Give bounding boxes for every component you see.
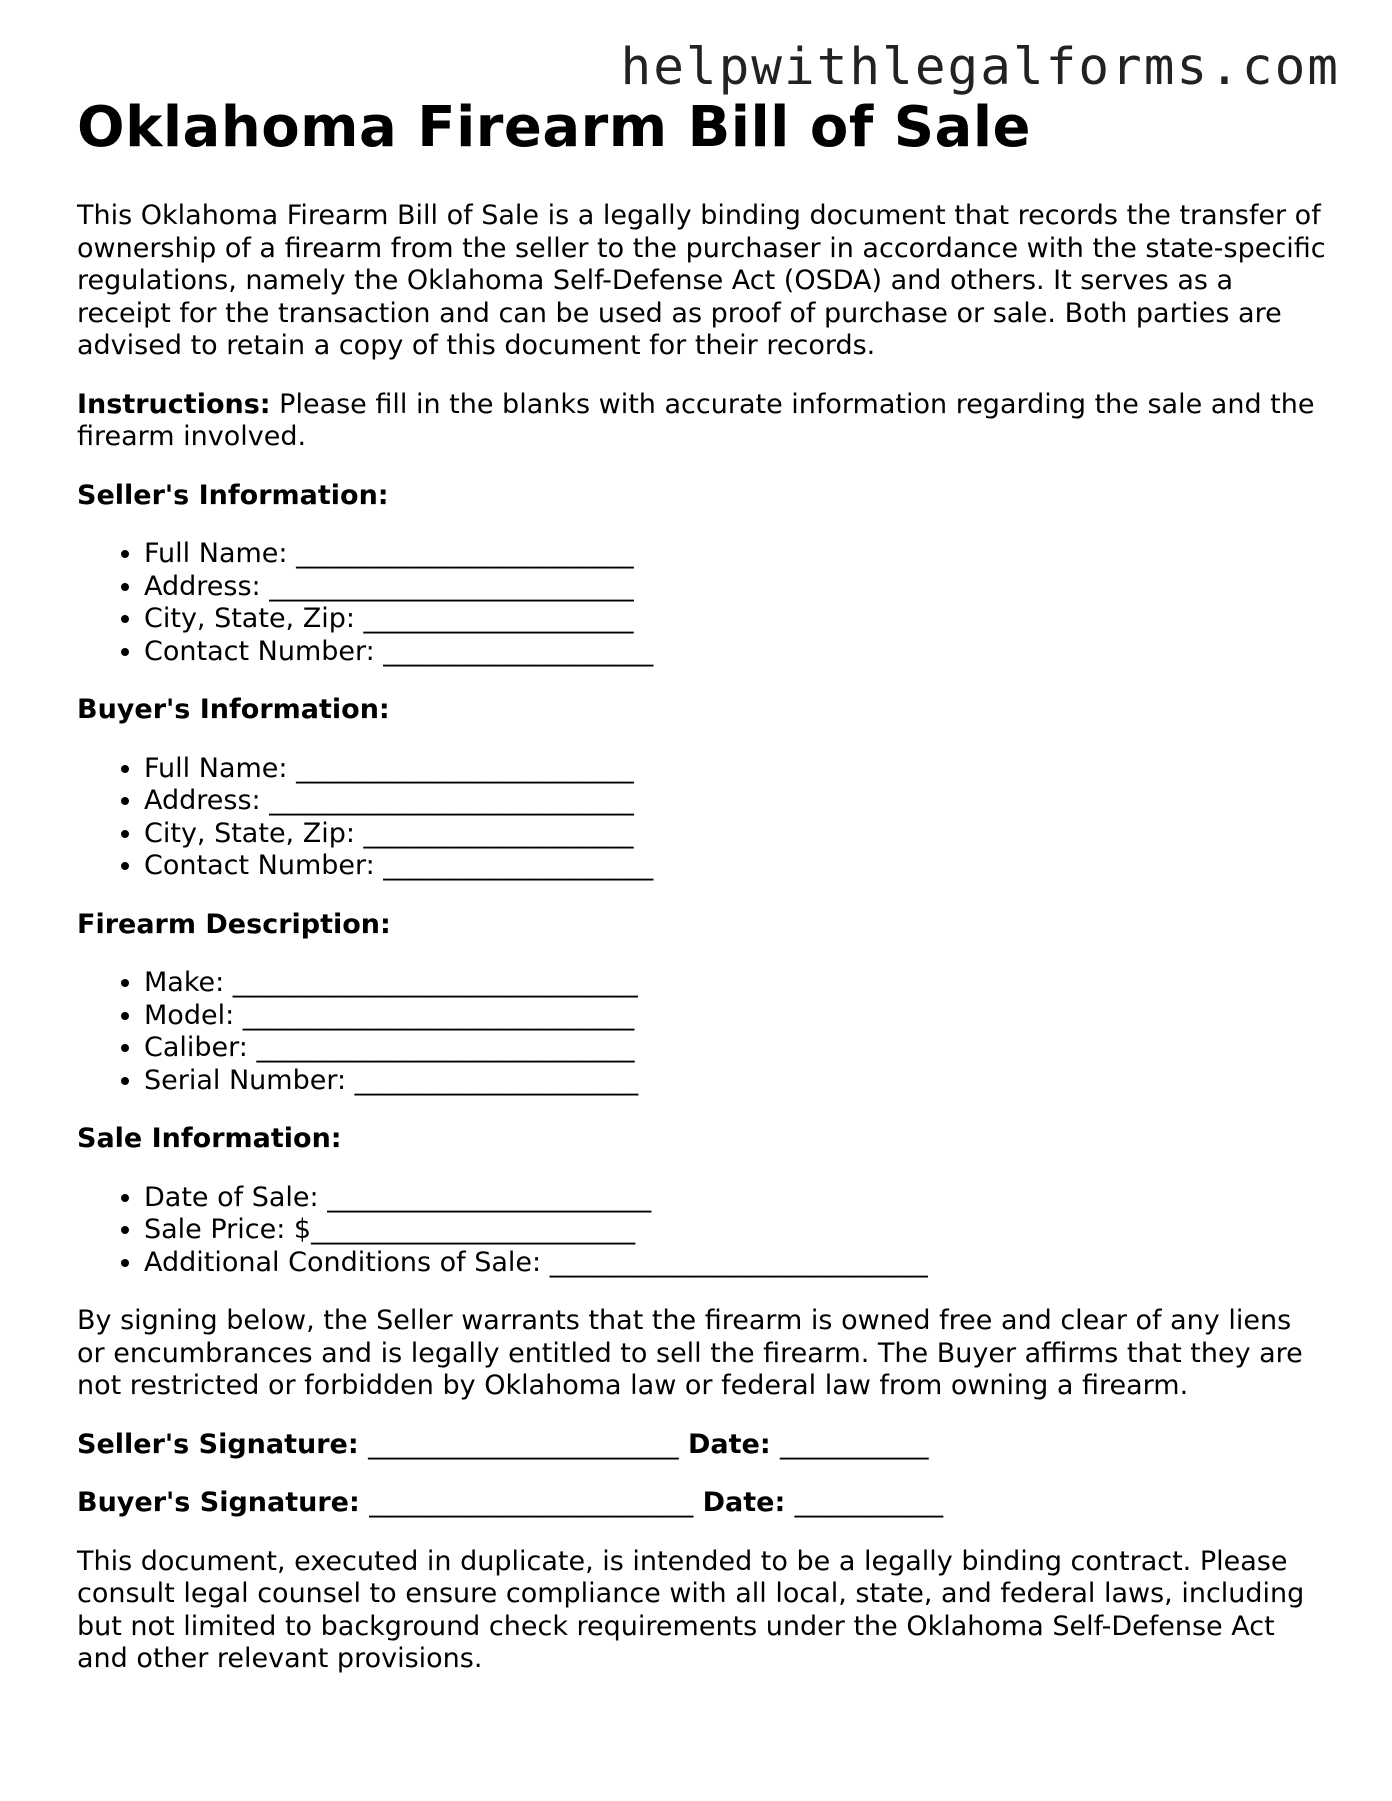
seller-date-field[interactable]: ___________ bbox=[780, 1428, 929, 1460]
buyer-city-state-zip-field[interactable]: • City, State, Zip: ____________________ bbox=[144, 818, 1327, 851]
watermark: helpwithlegalforms.com bbox=[620, 38, 1340, 97]
buyer-date-label: Date: bbox=[702, 1487, 786, 1519]
sale-info-list bbox=[77, 1182, 1327, 1280]
seller-full-name-field[interactable]: • Full Name: _________________________ bbox=[144, 538, 1327, 571]
buyer-full-name-field[interactable]: • Full Name: _________________________ bbox=[144, 753, 1327, 786]
seller-info-list bbox=[77, 538, 1327, 668]
seller-signature-line bbox=[77, 1429, 1327, 1462]
buyer-info-list bbox=[77, 753, 1327, 883]
warranty-paragraph: By signing below, the Seller warrants that the firearm is owned free and clear of any liens or encumbrances and is legally entitled to sell the firearm. The Buyer affirms that they are not restricted or forbidden by Oklahoma law or federal law from owning a firearm. bbox=[77, 1305, 1303, 1402]
buyer-signature-label: Buyer's Signature: bbox=[77, 1487, 360, 1519]
firearm-make-field[interactable]: • Make: ______________________________ bbox=[144, 967, 1327, 1000]
seller-address-field[interactable]: • Address: ___________________________ bbox=[144, 571, 1327, 604]
seller-city-state-zip-field[interactable]: • City, State, Zip: ____________________ bbox=[144, 603, 1327, 636]
sale-section-heading: Sale Information: bbox=[77, 1123, 342, 1155]
intro-paragraph: This Oklahoma Firearm Bill of Sale is a legally binding document that records the transfer of ownership of a firearm from the seller to the purchaser in accordance with the state-specific regulations, namely the Oklahoma Self-Defense Act (OSDA) and others. It serves as a receipt for the transaction and can be used as proof of purchase or sale. Both parties are advised to retain a copy of this document for their records. bbox=[77, 200, 1326, 362]
buyer-address-field[interactable]: • Address: ___________________________ bbox=[144, 785, 1327, 818]
document-title: Oklahoma Firearm Bill of Sale bbox=[77, 95, 1032, 160]
sale-price-field[interactable]: • Sale Price: $________________________ bbox=[144, 1214, 1327, 1247]
additional-conditions-field[interactable]: • Additional Conditions of Sale: ____________________________ bbox=[144, 1247, 1327, 1280]
firearm-model-field[interactable]: • Model: _____________________________ bbox=[144, 1000, 1327, 1033]
firearm-serial-number-field[interactable]: • Serial Number: _____________________ bbox=[144, 1065, 1327, 1098]
seller-date-label: Date: bbox=[687, 1428, 771, 1460]
instructions-text: Please fill in the blanks with accurate information regarding the sale and the firearm involved. bbox=[77, 388, 1315, 453]
buyer-contact-number-field[interactable]: • Contact Number: ____________________ bbox=[144, 850, 1327, 883]
instructions-label: Instructions: bbox=[77, 388, 271, 420]
document-page bbox=[77, 96, 1327, 1702]
seller-contact-number-field[interactable]: • Contact Number: ____________________ bbox=[144, 636, 1327, 669]
seller-signature-field[interactable]: _______________________ bbox=[368, 1428, 679, 1460]
buyer-section-heading: Buyer's Information: bbox=[77, 694, 390, 726]
buyer-signature-line bbox=[77, 1487, 1327, 1520]
firearm-section-heading: Firearm Description: bbox=[77, 908, 391, 940]
instructions-paragraph bbox=[77, 389, 1327, 454]
buyer-signature-field[interactable]: ________________________ bbox=[369, 1487, 694, 1519]
closing-paragraph: This document, executed in duplicate, is intended to be a legally binding contract. Please consult legal counsel to ensure compliance with all local, state, and federal laws, including but not limited to background check requirements under the Oklahoma Self-Defense Act and other relevant provisions. bbox=[77, 1545, 1305, 1675]
firearm-description-list bbox=[77, 967, 1327, 1097]
firearm-caliber-field[interactable]: • Caliber: ____________________________ bbox=[144, 1032, 1327, 1065]
date-of-sale-field[interactable]: • Date of Sale: ________________________ bbox=[144, 1182, 1327, 1215]
seller-signature-label: Seller's Signature: bbox=[77, 1428, 359, 1460]
buyer-date-field[interactable]: ___________ bbox=[794, 1487, 944, 1519]
seller-section-heading: Seller's Information: bbox=[77, 479, 389, 511]
